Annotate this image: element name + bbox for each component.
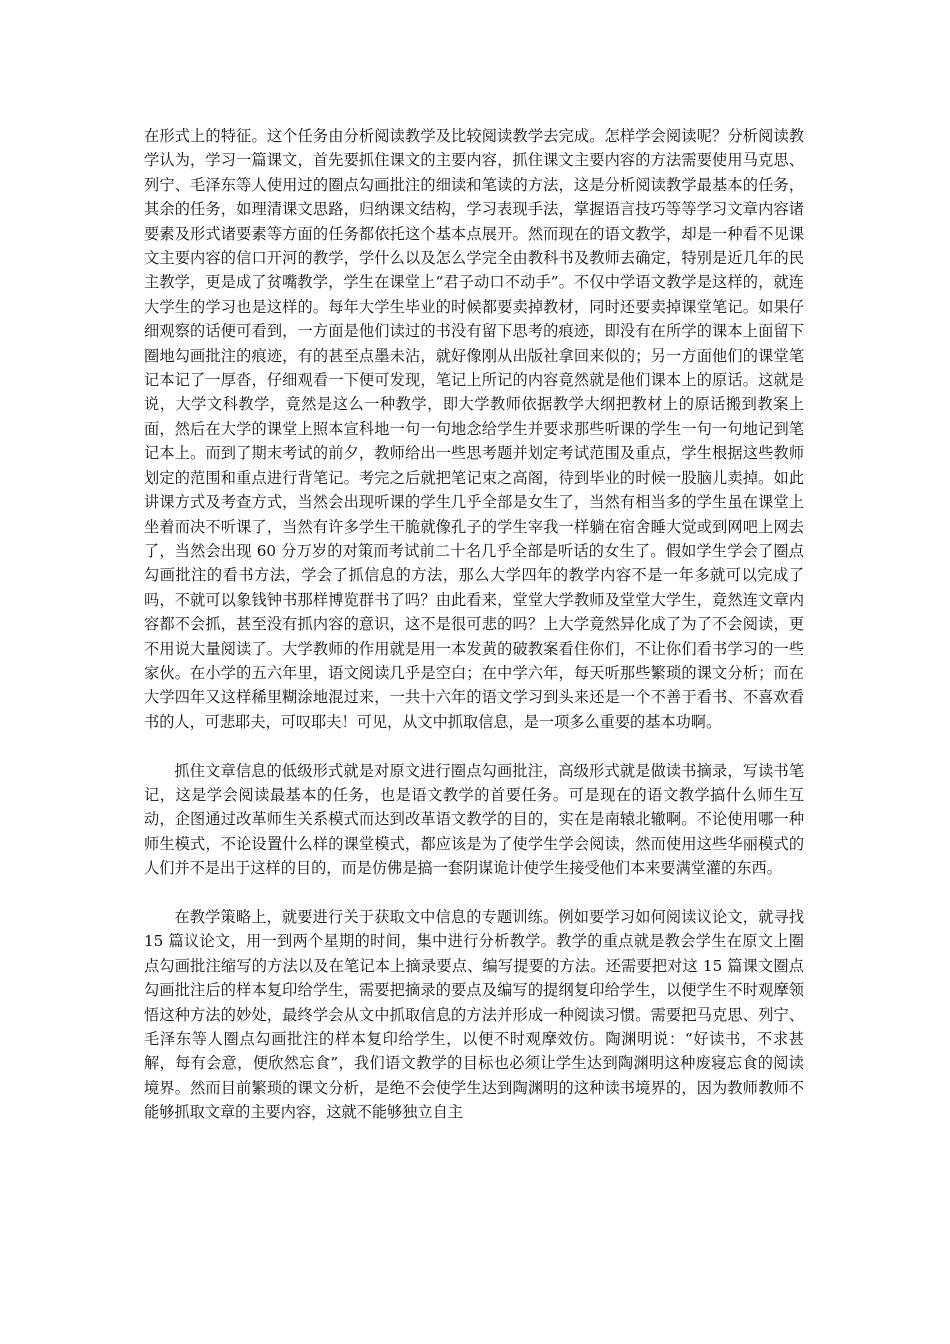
document-body — [144, 124, 804, 1125]
paragraph-1: 在形式上的特征。这个任务由分析阅读教学及比较阅读教学去完成。怎样学会阅读呢？分析阅读教学认为，学习一篇课文，首先要抓住课文的主要内容，抓住课文主要内容的方法需要使用马克思、列宁、毛泽东等人使用过的圈点勾画批注的细读和笔读的方法，这是分析阅读教学最基本的任务，其余的任务，如理清课文思路，归纳课文结构，学习表现手法，掌握语言技巧等等学习文章内容诸要素及形式诸要素等方面的任务都依托这个基本点展开。然而现在的语文教学，却是一种看不见课文主要内容的信口开河的教学，学什么以及怎么学完全由教科书及教师去确定，特别是近几年的民主教学，更是成了贫嘴教学，学生在课堂上“君子动口不动手”。不仅中学语文教学是这样的，就连大学生的学习也是这样的。每年大学生毕业的时候都要卖掉教材，同时还要卖掉课堂笔记。如果仔细观察的话便可看到，一方面是他们读过的书没有留下思考的痕迹，即没有在所学的课本上面留下圈地勾画批注的痕迹，有的甚至点墨未沾，就好像刚从出版社拿回来似的；另一方面他们的课堂笔记本记了一厚沓，仔细观看一下便可发现，笔记上所记的内容竟然就是他们课本上的原话。这就是说，大学文科教学，竟然是这么一种教学，即大学教师依据教学大纲把教材上的原话搬到教案上面，然后在大学的课堂上照本宣科地一句一句地念给学生并要求那些听课的学生一句一句地记到笔记本上。而到了期末考试的前夕，教师给出一些思考题并划定考试范围及重点，学生根据这些教师划定的范围和重点进行背笔记。考完之后就把笔记束之高阁，待到毕业的时候一股脑儿卖掉。如此讲课方式及考查方式，当然会出现听课的学生几乎全部是女生了，当然有相当多的学生虽在课堂上坐着而决不听课了，当然有许多学生干脆就像孔子的学生宰我一样躺在宿舍睡大觉或到网吧上网去了，当然会出现 60 分万岁的对策而考试前二十名几乎全部是听话的女生了。假如学生学会了圈点勾画批注的看书方法，学会了抓信息的方法，那么大学四年的教学内容不是一年多就可以完成了吗，不就可以象钱钟书那样博览群书了吗？由此看来，堂堂大学教师及堂堂大学生，竟然连文章内容都不会抓，甚至没有抓内容的意识，这不是很可悲的吗？上大学竟然异化成了为了不会阅读，更不用说大量阅读了。大学教师的作用就是用一本发黄的破教案看住你们，不让你们看书学习的一些家伙。在小学的五六年里，语文阅读几乎是空白；在中学六年，每天听那些繁琐的课文分析；而在大学四年又这样稀里糊涂地混过来，一共十六年的语文学习到头来还是一个不善于看书、不喜欢看书的人，可悲耶夫，可叹耶夫！可见，从文中抓取信息，是一项多么重要的基本功啊。 — [144, 127, 804, 731]
paragraph-3: 在教学策略上，就要进行关于获取文中信息的专题训练。例如要学习如何阅读议论文，就寻找 15 篇议论文，用一到两个星期的时间，集中进行分析教学。教学的重点就是教会学生在原文上圈点勾画批注缩写的方法以及在笔记本上摘录要点、编写提要的方法。还需要把对这 15 篇课文圈点勾画批注后的样本复印给学生，需要把摘录的要点及编写的提纲复印给学生，以便学生不时观摩领悟这种方法的妙处，最终学会从文中抓取信息的方法并形成一种阅读习惯。需要把马克思、列宁、毛泽东等人圈点勾画批注的样本复印给学生，以便不时观摩效仿。陶渊明说：“好读书，不求甚解，每有会意，便欣然忘食”，我们语文教学的目标也必须让学生达到陶渊明这种废寝忘食的阅读境界。然而目前繁琐的课文分析，是绝不会使学生达到陶渊明的这种读书境界的，因为教师教师不能够抓取文章的主要内容，这就不能够独立自主 — [144, 907, 804, 1122]
paragraph-2: 抓住文章信息的低级形式就是对原文进行圈点勾画批注，高级形式就是做读书摘录，写读书笔记，这是学会阅读最基本的任务，也是语文教学的首要任务。可是现在的语文教学搞什么师生互动，企图通过改革师生关系模式而达到改革语文教学的目的，实在是南辕北辙啊。不论使用哪一种师生模式，不论设置什么样的课堂模式，都应该是为了使学生学会阅读，然而使用这些华丽模式的人们并不是出于这样的目的，而是仿佛是搞一套阴谋诡计使学生接受他们本来要满堂灌的东西。 — [144, 761, 804, 878]
